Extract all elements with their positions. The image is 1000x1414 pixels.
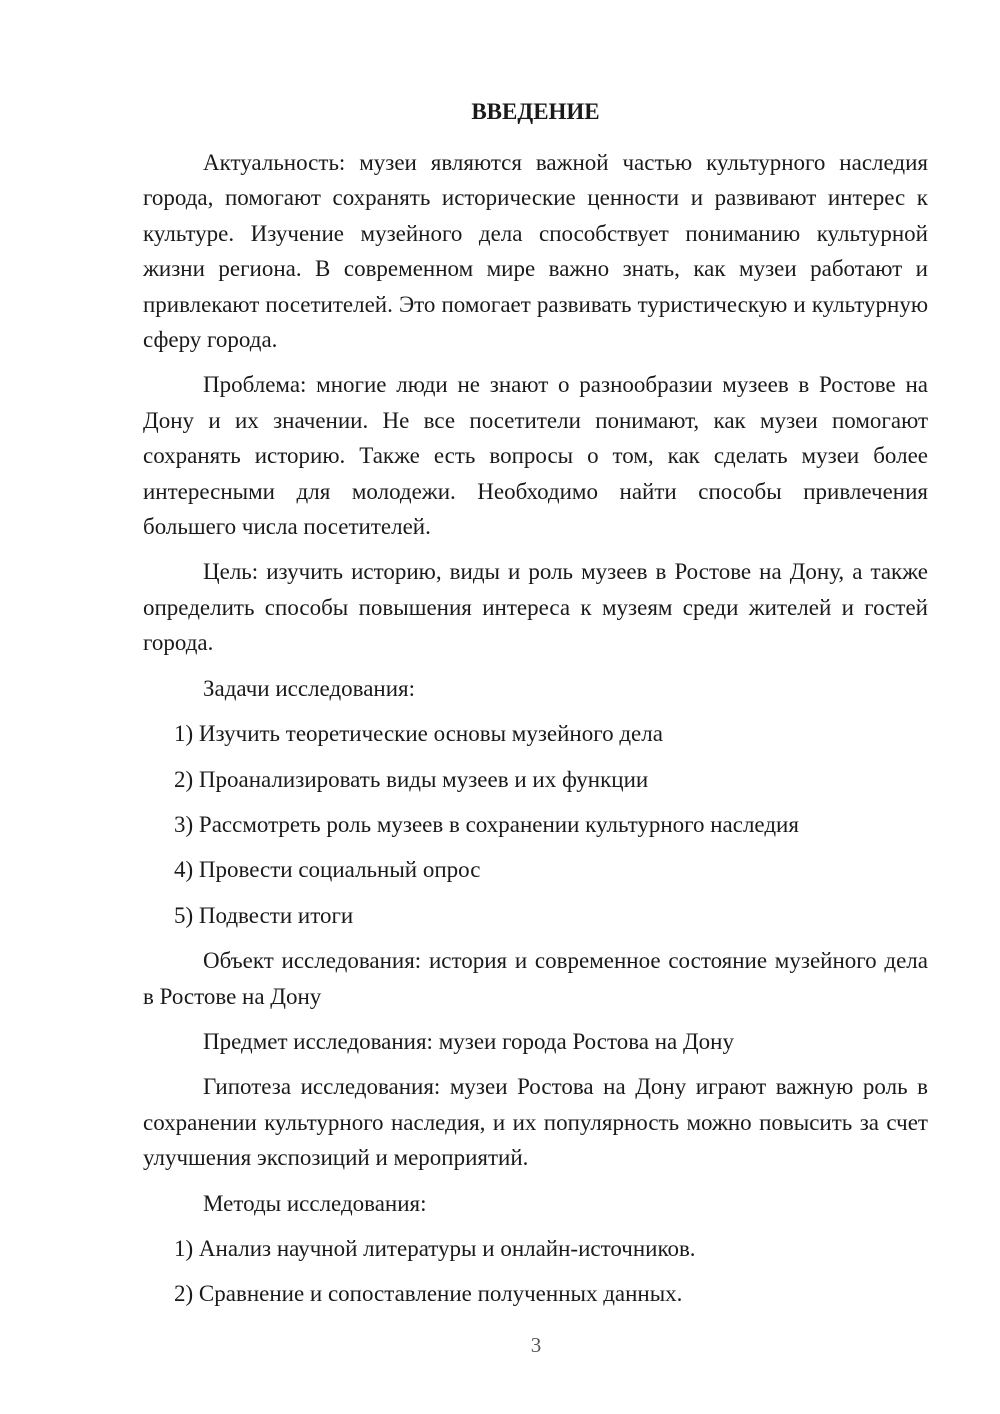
- object-paragraph: Объект исследования: история и современное состояние музейного дела в Ростове на Дону: [143, 948, 928, 1009]
- task-item: 5) Подвести итоги: [174, 902, 354, 928]
- task-item: 1) Изучить теоретические основы музейного дела: [174, 721, 663, 747]
- relevance-paragraph: Актуальность: музеи являются важной частью культурного наследия города, помогают сохранять исторические ценности и развивают интерес к культуре. Изучение музейного дела способствует пониманию культурной жизни региона. В современном мире важно знать, как музеи работают и привлекают посетителей. Это помогает развивать туристическую и культурную сферу города.: [143, 150, 928, 353]
- task-item: 3) Рассмотреть роль музеев в сохранении культурного наследия: [174, 811, 799, 837]
- tasks-list: [143, 716, 928, 933]
- subject-paragraph: Предмет исследования: музеи города Ростова на Дону: [203, 1028, 734, 1054]
- methods-heading: Методы исследования:: [203, 1190, 427, 1216]
- section-title: ВВЕДЕНИЕ: [471, 99, 600, 124]
- document-page: [143, 94, 928, 1322]
- task-item: 4) Провести социальный опрос: [174, 857, 481, 883]
- goal-paragraph: Цель: изучить историю, виды и роль музеев в Ростове на Дону, а также определить способы повышения интереса к музеям среди жителей и гостей города.: [143, 559, 928, 656]
- task-item: 2) Проанализировать виды музеев и их функции: [174, 766, 649, 792]
- method-item: 2) Сравнение и сопоставление полученных данных.: [174, 1281, 683, 1307]
- method-item: 1) Анализ научной литературы и онлайн-источников.: [174, 1235, 696, 1261]
- problem-paragraph: Проблема: многие люди не знают о разнообразии музеев в Ростове на Дону и их значении. Не все посетители понимают, как музеи помогают сохранять историю. Также есть вопросы о том, как сделать музеи более интересными для молодежи. Необходимо найти способы привлечения большего числа посетителей.: [143, 372, 928, 540]
- page-number: 3: [530, 1333, 542, 1357]
- tasks-heading: Задачи исследования:: [203, 675, 416, 701]
- hypothesis-paragraph: Гипотеза исследования: музеи Ростова на Дону играют важную роль в сохранении культурного наследия, и их популярность можно повысить за счет улучшения экспозиций и мероприятий.: [143, 1074, 928, 1171]
- methods-list: [143, 1231, 928, 1312]
